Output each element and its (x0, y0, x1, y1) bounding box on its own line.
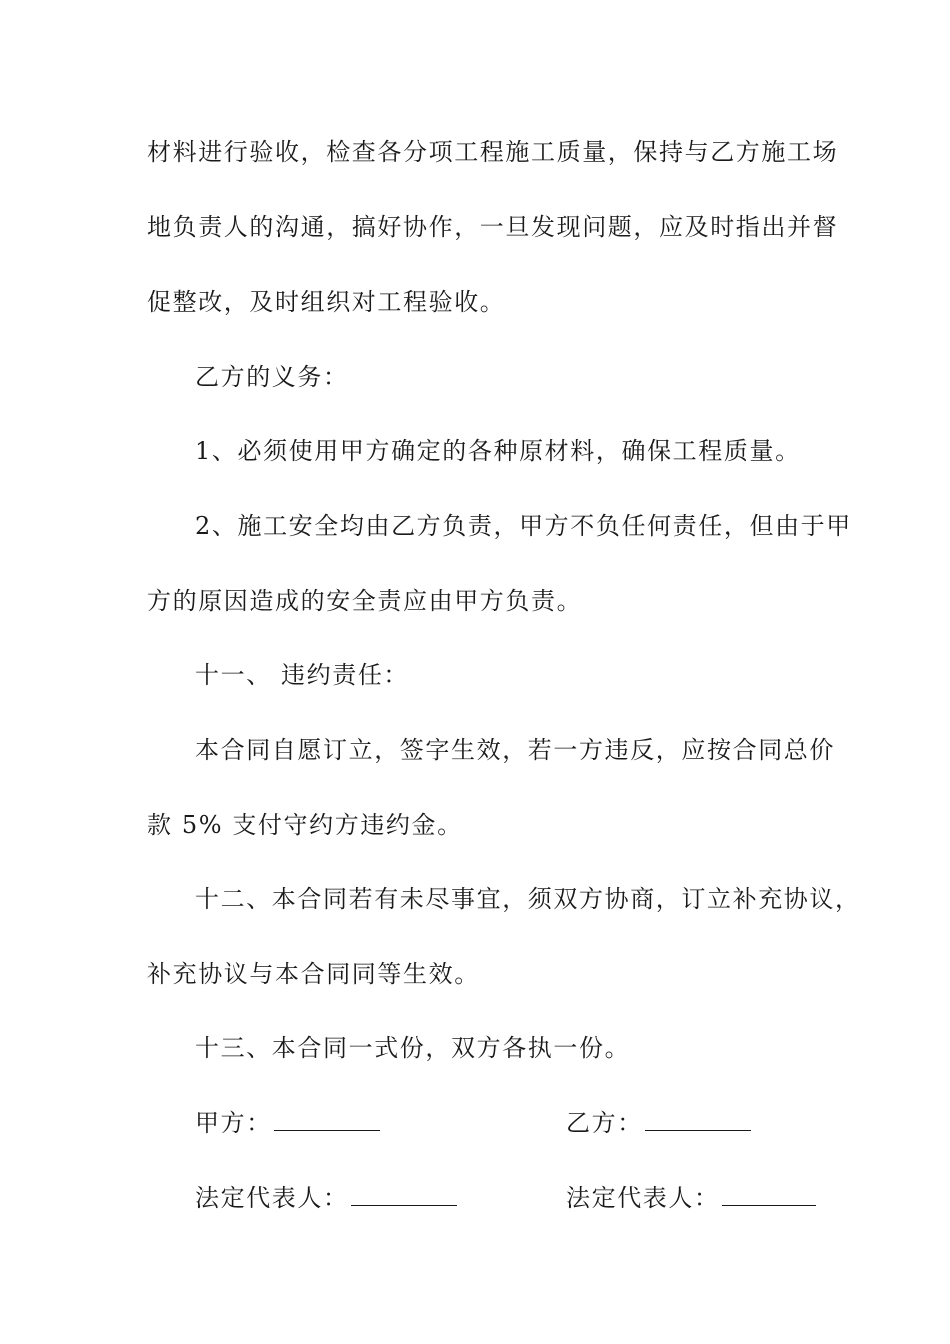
party-a-representative (195, 1182, 457, 1214)
paragraph-line: 十三、本合同一式份，双方各执一份。 (195, 1034, 631, 1062)
party-b-label: 乙方： (566, 1109, 643, 1137)
section-heading-party-b-duties: 乙方的义务： (195, 363, 349, 391)
party-a-blank (274, 1108, 380, 1131)
party-b-blank (645, 1108, 751, 1131)
section-heading-breach: 十一、 违约责任： (195, 661, 410, 689)
paragraph-line: 促整改，及时组织对工程验收。 (147, 288, 506, 316)
paragraph-line: 2、施工安全均由乙方负责，甲方不负任何责任，但由于甲 (195, 512, 852, 540)
paragraph-line: 十二、本合同若有未尽事宜，须双方协商，订立补充协议， (195, 885, 861, 913)
party-b-representative (566, 1182, 816, 1214)
party-a-signature (195, 1107, 380, 1139)
paragraph-line: 补充协议与本合同同等生效。 (147, 960, 480, 988)
paragraph-line: 1、必须使用甲方确定的各种原材料，确保工程质量。 (195, 437, 801, 465)
paragraph-line: 方的原因造成的安全责应由甲方负责。 (147, 587, 583, 615)
paragraph-line: 材料进行验收，检查各分项工程施工质量，保持与乙方施工场 (147, 138, 839, 166)
party-a-label: 甲方： (195, 1109, 272, 1137)
party-b-signature (566, 1107, 751, 1139)
paragraph-line: 本合同自愿订立，签字生效，若一方违反，应按合同总价 (195, 736, 835, 764)
paragraph-line: 地负责人的沟通，搞好协作，一旦发现问题，应及时指出并督 (147, 213, 839, 241)
rep-b-label: 法定代表人： (566, 1184, 720, 1212)
rep-b-blank (722, 1183, 816, 1206)
rep-a-blank (351, 1183, 457, 1206)
rep-a-label: 法定代表人： (195, 1184, 349, 1212)
paragraph-line: 款 5% 支付守约方违约金。 (147, 811, 463, 839)
